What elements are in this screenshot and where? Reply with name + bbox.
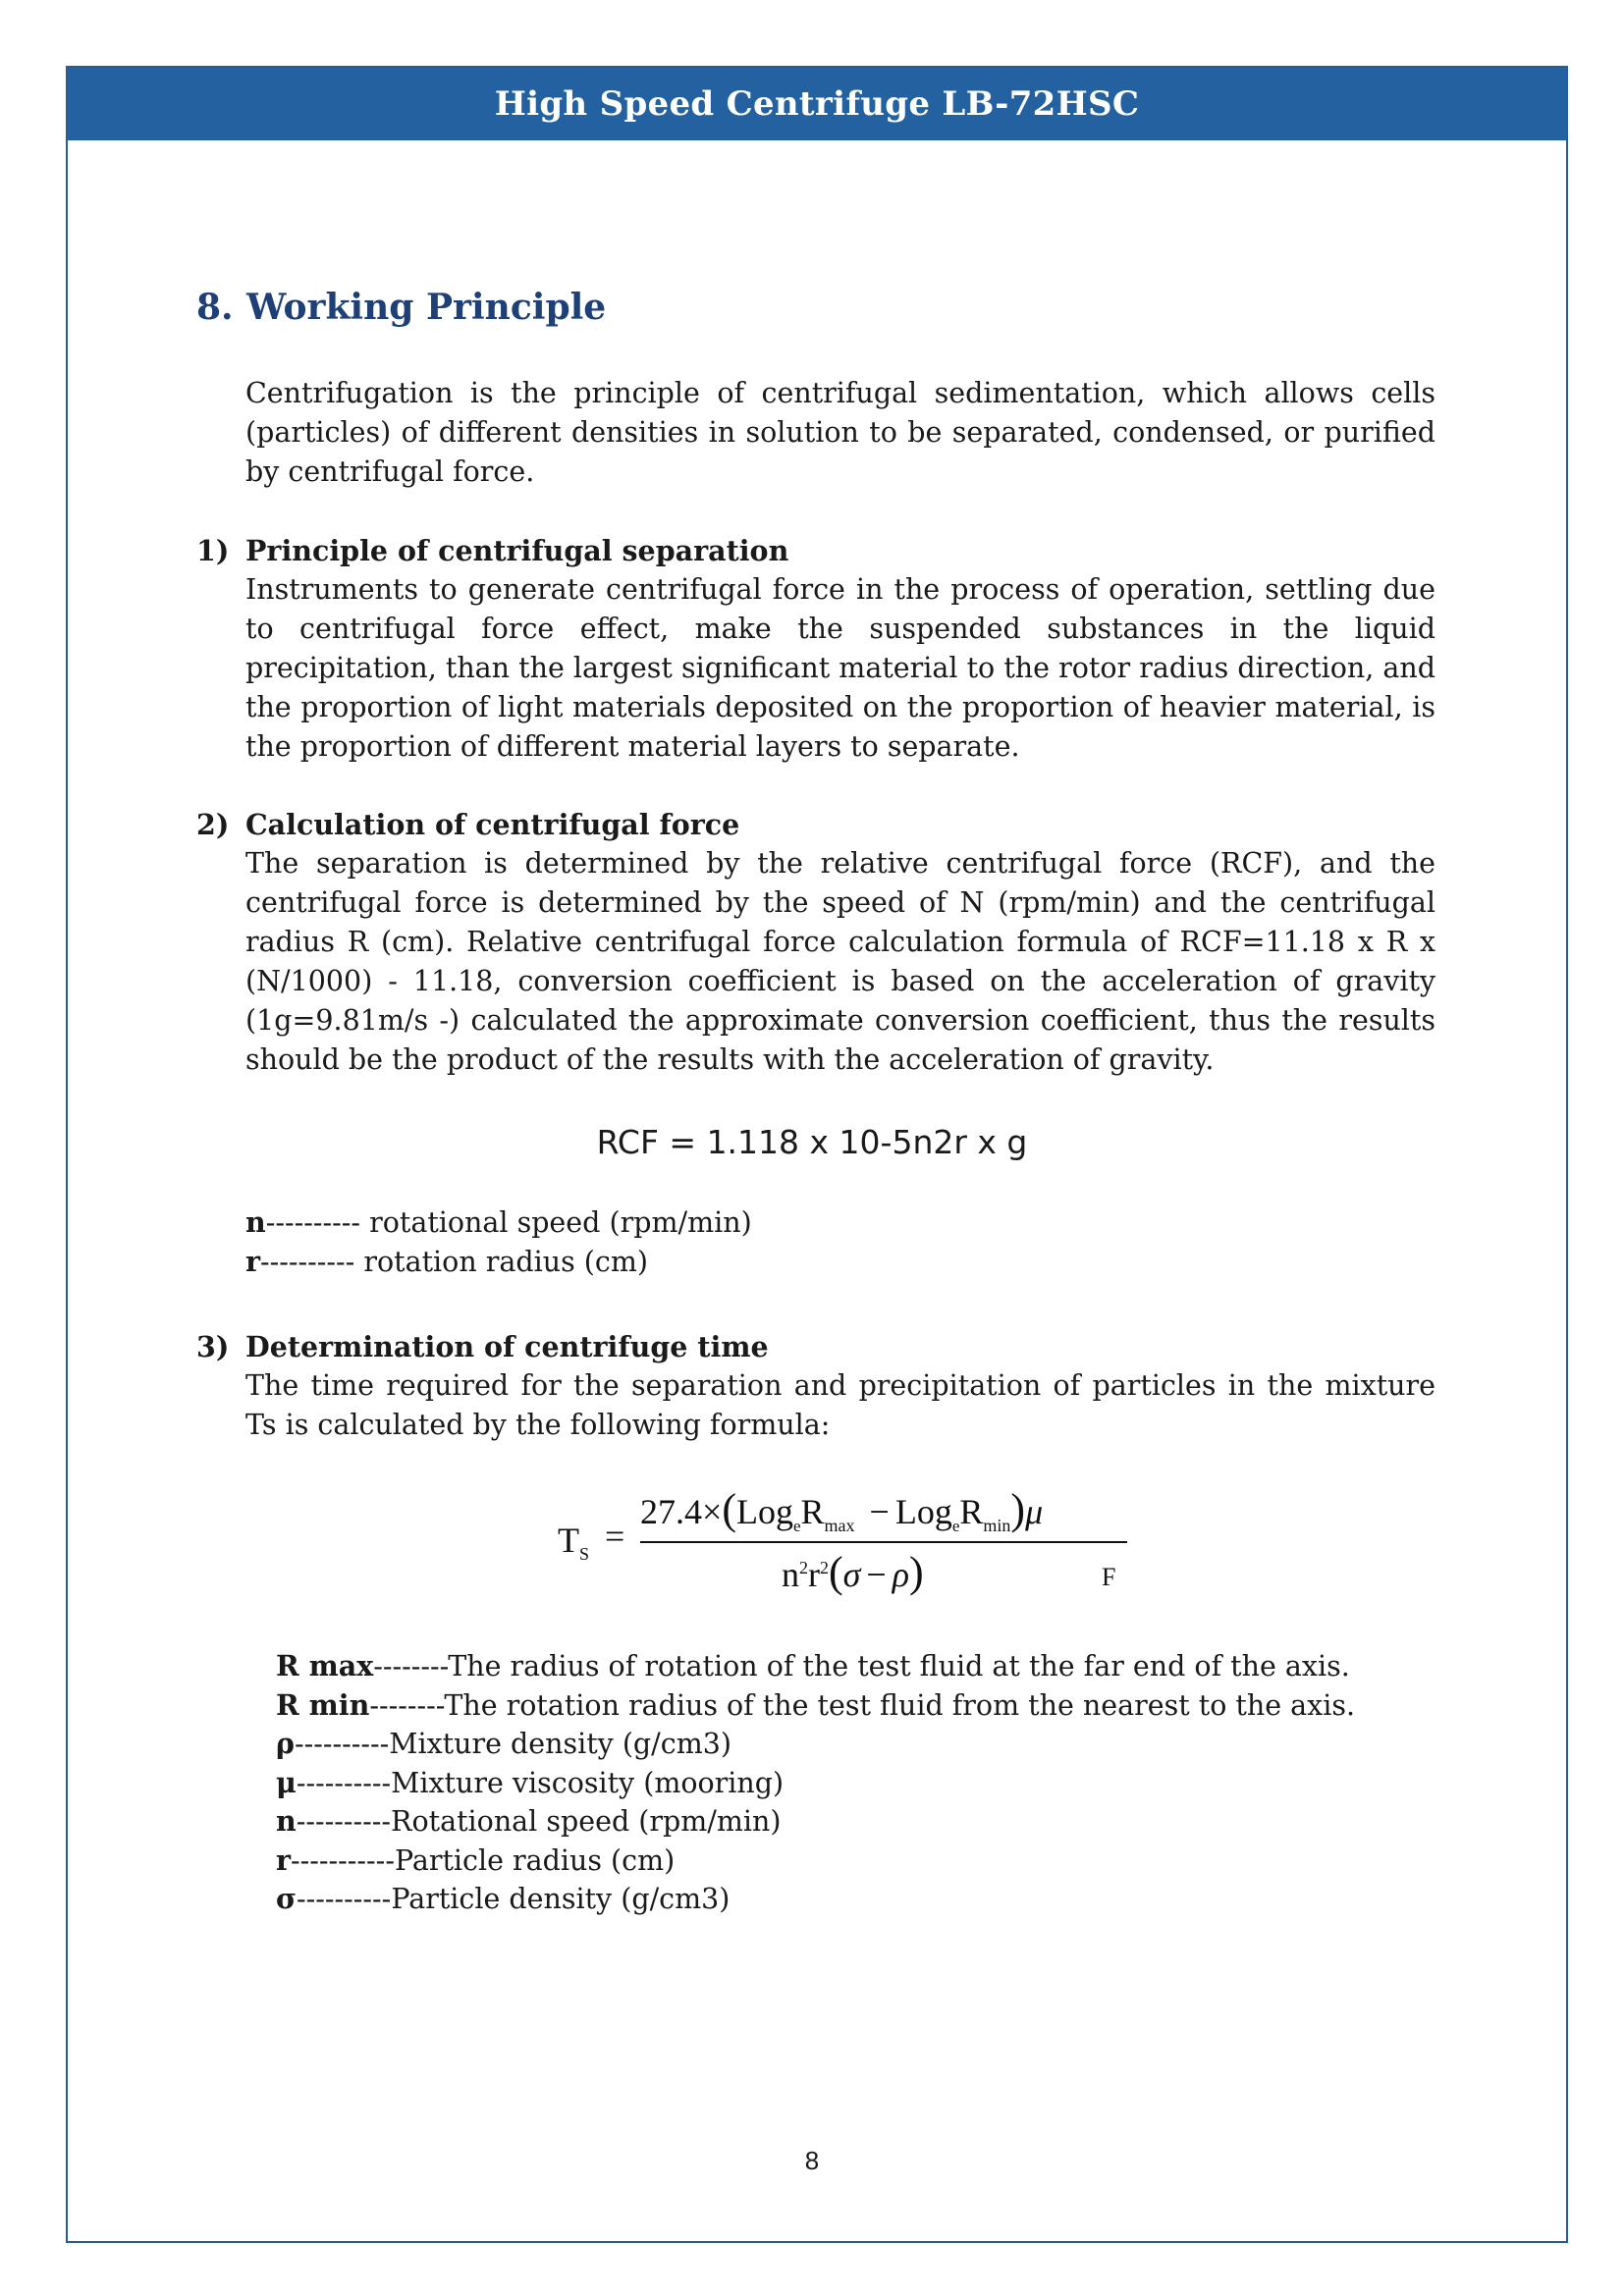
- subsection-3-number: 3): [196, 1330, 230, 1363]
- definition-symbol: n: [245, 1205, 266, 1239]
- definition-symbol: n: [276, 1804, 297, 1838]
- definition-text: ----------Rotational speed (rpm/min): [296, 1805, 782, 1838]
- definition-text: --------The rotation radius of the test fluid from the nearest to the axis.: [369, 1688, 1356, 1722]
- formula-lhs: $T_S$: [558, 1521, 590, 1565]
- formula-suffix: F: [1102, 1563, 1116, 1591]
- definition-row: [276, 1842, 1355, 1881]
- subsection-2-title: Calculation of centrifugal force: [245, 808, 740, 841]
- definition-text: ----------Mixture viscosity (mooring): [296, 1766, 785, 1799]
- definition-row: [276, 1725, 1355, 1764]
- definition-text: ----------Mixture density (g/cm3): [294, 1728, 732, 1760]
- centrifuge-time-formula: [558, 1484, 1147, 1602]
- formula-numerator: $27.4\times(Log_eR_{max} - Log_eR_{min})\mu$: [640, 1485, 1044, 1536]
- definition-text: --------The radius of rotation of the test fluid at the far end of the axis.: [373, 1650, 1350, 1682]
- subsection-3-text: The time required for the separation and precipitation of particles in the mixture Ts is calculated by the following formula:: [245, 1369, 1435, 1441]
- subsection-1-title: Principle of centrifugal separation: [245, 534, 789, 567]
- section-title: [196, 287, 606, 328]
- page-header: High Speed Centrifuge LB-72HSC: [68, 68, 1566, 140]
- subsection-1-heading: [196, 531, 788, 570]
- time-formula-definitions: [276, 1647, 1355, 1919]
- definition-row: [245, 1203, 752, 1243]
- intro-paragraph: Centrifugation is the principle of centrifugal sedimentation, which allows cells (particles) of different densities in solution to be separated, condensed, or purified by centrifugal force.: [245, 377, 1435, 488]
- rcf-definitions: [245, 1203, 752, 1281]
- subsection-2-heading: [196, 805, 739, 844]
- section-number: 8.: [196, 287, 234, 328]
- page-number: 8: [804, 2146, 820, 2175]
- section-title-text: Working Principle: [246, 287, 607, 328]
- definition-text: ----------Particle density (g/cm3): [297, 1883, 731, 1915]
- definition-row: [276, 1880, 1355, 1919]
- subsection-1-number: 1): [196, 534, 230, 567]
- subsection-3-heading: [196, 1327, 769, 1366]
- definition-row: [276, 1686, 1355, 1726]
- subsection-2-number: 2): [196, 808, 230, 841]
- definition-symbol: R max: [276, 1649, 374, 1682]
- definition-symbol: r: [276, 1842, 292, 1877]
- subsection-3-title: Determination of centrifuge time: [245, 1330, 769, 1363]
- definition-row: [245, 1243, 752, 1282]
- definition-symbol: ρ: [276, 1727, 295, 1760]
- formula-equals: =: [605, 1517, 625, 1556]
- fraction-bar: [640, 1541, 1127, 1543]
- subsection-1-text: Instruments to generate centrifugal force in the process of operation, settling due to centrifugal force effect, make the suspended substances in the liquid precipitation, than the largest significant material to the rotor radius direction, and the proportion of light materials deposited on the proportion of heavier material, is the proportion of different material layers to separate.: [245, 573, 1435, 763]
- definition-row: [276, 1764, 1355, 1803]
- definition-row: [276, 1647, 1355, 1686]
- definition-text: ---------- rotational speed (rpm/min): [265, 1206, 752, 1239]
- definition-symbol: μ: [276, 1765, 297, 1799]
- definition-symbol: σ: [276, 1882, 298, 1915]
- rcf-formula: RCF = 1.118 x 10-5n2r x g: [596, 1123, 1028, 1161]
- formula-denominator: $n^2r^2(\sigma - \rho)$: [782, 1548, 924, 1596]
- subsection-2-text: The separation is determined by the relative centrifugal force (RCF), and the centrifugal force is determined by the speed of N (rpm/min) and the centrifugal radius R (cm). Relative centrifugal force calculation formula of RCF=11.18 x R x (N/1000) - 11.18, conversion coefficient is based on the acceleration of gravity (1g=9.81m/s -) calculated the approximate conversion coefficient, thus the results should be the product of the results with the acceleration of gravity.: [245, 847, 1435, 1076]
- definition-symbol: r: [245, 1244, 261, 1278]
- definition-text: -----------Particle radius (cm): [291, 1843, 676, 1877]
- definition-text: ---------- rotation radius (cm): [260, 1245, 648, 1278]
- definition-symbol: R min: [276, 1687, 370, 1722]
- definition-row: [276, 1802, 1355, 1842]
